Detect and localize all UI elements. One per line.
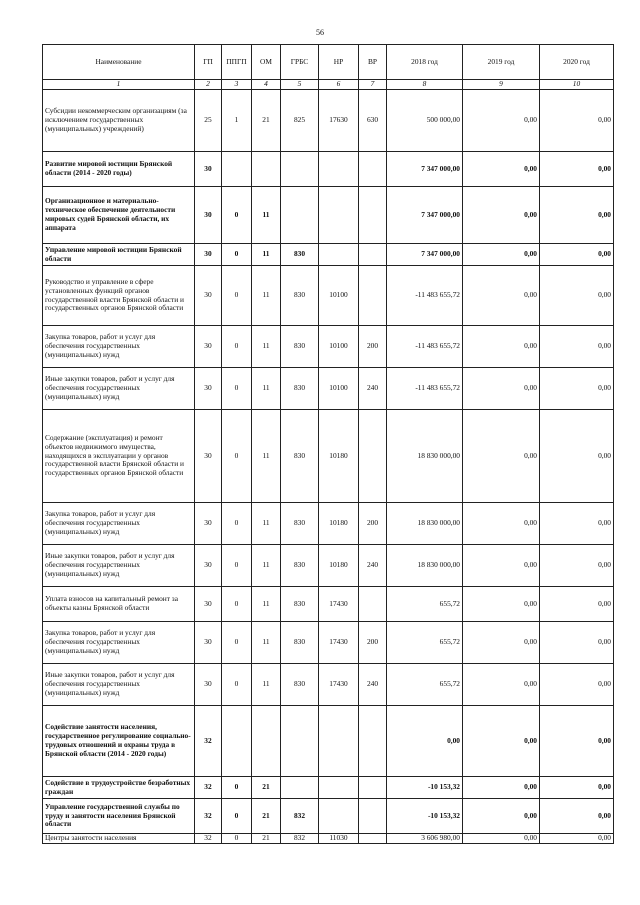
row-name: Руководство и управление в сфере установленных функций органов государственной власти Брянской области и государственных органов Брянской области <box>43 266 195 326</box>
om-cell: 21 <box>252 90 281 152</box>
table-row <box>43 587 614 622</box>
budget-table <box>42 44 614 844</box>
amount-2018: 18 830 000,00 <box>387 503 463 545</box>
nr-cell <box>319 152 359 187</box>
amount-2018: 18 830 000,00 <box>387 410 463 503</box>
vr-cell: 200 <box>359 326 387 368</box>
amount-2020: 0,00 <box>540 244 614 266</box>
nr-cell: 10100 <box>319 266 359 326</box>
amount-2020: 0,00 <box>540 799 614 834</box>
amount-2018: 655,72 <box>387 622 463 664</box>
table-row <box>43 266 614 326</box>
col-index: 1 <box>43 80 195 90</box>
col-header: ВР <box>359 45 387 80</box>
row-name: Закупка товаров, работ и услуг для обеспечения государственных (муниципальных) нужд <box>43 622 195 664</box>
row-name: Субсидии некоммерческим организациям (за исключением государственных (муниципальных) учреждений) <box>43 90 195 152</box>
ppgp-cell <box>222 152 252 187</box>
nr-cell: 17630 <box>319 90 359 152</box>
table-row <box>43 622 614 664</box>
ppgp-cell: 0 <box>222 187 252 244</box>
nr-cell: 10100 <box>319 368 359 410</box>
index-row <box>43 80 614 90</box>
col-header: ППГП <box>222 45 252 80</box>
gp-cell: 32 <box>195 706 222 777</box>
gp-cell: 30 <box>195 244 222 266</box>
amount-2018: 500 000,00 <box>387 90 463 152</box>
om-cell: 11 <box>252 545 281 587</box>
row-name: Содержание (эксплуатация) и ремонт объектов недвижимого имущества, находящихся в эксплуатации у органов государственной власти Брянской области и государственных органов Брянской области <box>43 410 195 503</box>
amount-2018: -11 483 655,72 <box>387 368 463 410</box>
nr-cell: 10180 <box>319 503 359 545</box>
ppgp-cell: 0 <box>222 834 252 844</box>
amount-2019: 0,00 <box>463 777 540 799</box>
col-index: 6 <box>319 80 359 90</box>
col-header: Наименование <box>43 45 195 80</box>
ppgp-cell: 0 <box>222 410 252 503</box>
amount-2019: 0,00 <box>463 587 540 622</box>
grbs-cell: 830 <box>281 545 319 587</box>
grbs-cell <box>281 187 319 244</box>
vr-cell: 240 <box>359 368 387 410</box>
table-row <box>43 244 614 266</box>
gp-cell: 30 <box>195 622 222 664</box>
nr-cell: 10180 <box>319 545 359 587</box>
table-row <box>43 410 614 503</box>
om-cell: 11 <box>252 587 281 622</box>
gp-cell: 25 <box>195 90 222 152</box>
nr-cell <box>319 187 359 244</box>
gp-cell: 30 <box>195 187 222 244</box>
grbs-cell <box>281 706 319 777</box>
table-row <box>43 90 614 152</box>
grbs-cell: 830 <box>281 368 319 410</box>
grbs-cell: 832 <box>281 799 319 834</box>
gp-cell: 32 <box>195 799 222 834</box>
table-row <box>43 664 614 706</box>
amount-2019: 0,00 <box>463 834 540 844</box>
amount-2018: 7 347 000,00 <box>387 244 463 266</box>
amount-2018: 655,72 <box>387 664 463 706</box>
amount-2020: 0,00 <box>540 152 614 187</box>
grbs-cell <box>281 777 319 799</box>
row-name: Закупка товаров, работ и услуг для обеспечения государственных (муниципальных) нужд <box>43 326 195 368</box>
amount-2018: 18 830 000,00 <box>387 545 463 587</box>
gp-cell: 30 <box>195 326 222 368</box>
amount-2018: 3 606 980,00 <box>387 834 463 844</box>
page-number: 56 <box>316 28 324 37</box>
amount-2018: 655,72 <box>387 587 463 622</box>
row-name: Иные закупки товаров, работ и услуг для обеспечения государственных (муниципальных) нужд <box>43 368 195 410</box>
grbs-cell: 825 <box>281 90 319 152</box>
om-cell: 21 <box>252 834 281 844</box>
amount-2019: 0,00 <box>463 326 540 368</box>
gp-cell: 30 <box>195 664 222 706</box>
col-header: ГП <box>195 45 222 80</box>
ppgp-cell: 1 <box>222 90 252 152</box>
vr-cell <box>359 777 387 799</box>
ppgp-cell: 0 <box>222 545 252 587</box>
table-row <box>43 777 614 799</box>
col-header: ОМ <box>252 45 281 80</box>
col-index: 4 <box>252 80 281 90</box>
amount-2020: 0,00 <box>540 266 614 326</box>
nr-cell <box>319 706 359 777</box>
table-row <box>43 834 614 844</box>
grbs-cell: 830 <box>281 664 319 706</box>
grbs-cell: 830 <box>281 410 319 503</box>
grbs-cell: 830 <box>281 244 319 266</box>
gp-cell: 30 <box>195 503 222 545</box>
amount-2018: 0,00 <box>387 706 463 777</box>
col-header: ГРБС <box>281 45 319 80</box>
amount-2019: 0,00 <box>463 622 540 664</box>
om-cell: 11 <box>252 410 281 503</box>
vr-cell <box>359 587 387 622</box>
ppgp-cell: 0 <box>222 664 252 706</box>
table-row <box>43 799 614 834</box>
row-name: Уплата взносов на капитальный ремонт за объекты казны Брянской области <box>43 587 195 622</box>
om-cell: 21 <box>252 777 281 799</box>
col-header: 2019 год <box>463 45 540 80</box>
amount-2020: 0,00 <box>540 90 614 152</box>
table-row <box>43 152 614 187</box>
vr-cell: 630 <box>359 90 387 152</box>
col-index: 2 <box>195 80 222 90</box>
om-cell: 11 <box>252 244 281 266</box>
table-row <box>43 326 614 368</box>
grbs-cell: 830 <box>281 326 319 368</box>
header-row <box>43 45 614 80</box>
om-cell <box>252 152 281 187</box>
om-cell <box>252 706 281 777</box>
ppgp-cell: 0 <box>222 587 252 622</box>
amount-2020: 0,00 <box>540 587 614 622</box>
vr-cell <box>359 834 387 844</box>
ppgp-cell: 0 <box>222 244 252 266</box>
vr-cell <box>359 410 387 503</box>
amount-2019: 0,00 <box>463 664 540 706</box>
om-cell: 11 <box>252 187 281 244</box>
amount-2020: 0,00 <box>540 187 614 244</box>
amount-2019: 0,00 <box>463 244 540 266</box>
nr-cell: 10100 <box>319 326 359 368</box>
table-row <box>43 545 614 587</box>
ppgp-cell <box>222 706 252 777</box>
vr-cell <box>359 152 387 187</box>
row-name: Иные закупки товаров, работ и услуг для обеспечения государственных (муниципальных) нужд <box>43 664 195 706</box>
amount-2020: 0,00 <box>540 503 614 545</box>
amount-2020: 0,00 <box>540 410 614 503</box>
amount-2018: -10 153,32 <box>387 799 463 834</box>
amount-2019: 0,00 <box>463 545 540 587</box>
om-cell: 11 <box>252 368 281 410</box>
grbs-cell: 830 <box>281 266 319 326</box>
vr-cell <box>359 187 387 244</box>
col-index: 10 <box>540 80 614 90</box>
row-name: Содействие занятости населения, государственное регулирование социально-трудовых отношений и охраны труда в Брянской области (2014 - 2020 годы) <box>43 706 195 777</box>
amount-2020: 0,00 <box>540 834 614 844</box>
ppgp-cell: 0 <box>222 326 252 368</box>
amount-2018: -11 483 655,72 <box>387 326 463 368</box>
nr-cell: 17430 <box>319 664 359 706</box>
amount-2020: 0,00 <box>540 326 614 368</box>
ppgp-cell: 0 <box>222 799 252 834</box>
col-header: 2018 год <box>387 45 463 80</box>
om-cell: 11 <box>252 503 281 545</box>
amount-2020: 0,00 <box>540 622 614 664</box>
amount-2018: -10 153,32 <box>387 777 463 799</box>
amount-2019: 0,00 <box>463 706 540 777</box>
gp-cell: 32 <box>195 834 222 844</box>
table-row <box>43 187 614 244</box>
col-index: 8 <box>387 80 463 90</box>
grbs-cell: 830 <box>281 503 319 545</box>
amount-2020: 0,00 <box>540 706 614 777</box>
ppgp-cell: 0 <box>222 622 252 664</box>
row-name: Организационное и материально-техническое обеспечение деятельности мировых судей Брянской области, их аппарата <box>43 187 195 244</box>
nr-cell <box>319 777 359 799</box>
table-row <box>43 368 614 410</box>
amount-2019: 0,00 <box>463 410 540 503</box>
om-cell: 21 <box>252 799 281 834</box>
vr-cell <box>359 266 387 326</box>
amount-2019: 0,00 <box>463 368 540 410</box>
gp-cell: 30 <box>195 587 222 622</box>
amount-2018: -11 483 655,72 <box>387 266 463 326</box>
gp-cell: 30 <box>195 368 222 410</box>
col-index: 9 <box>463 80 540 90</box>
row-name: Развитие мировой юстиции Брянской области (2014 - 2020 годы) <box>43 152 195 187</box>
amount-2019: 0,00 <box>463 187 540 244</box>
row-name: Иные закупки товаров, работ и услуг для обеспечения государственных (муниципальных) нужд <box>43 545 195 587</box>
om-cell: 11 <box>252 266 281 326</box>
gp-cell: 30 <box>195 410 222 503</box>
col-header: 2020 год <box>540 45 614 80</box>
vr-cell <box>359 799 387 834</box>
vr-cell: 200 <box>359 622 387 664</box>
ppgp-cell: 0 <box>222 368 252 410</box>
gp-cell: 32 <box>195 777 222 799</box>
amount-2020: 0,00 <box>540 777 614 799</box>
ppgp-cell: 0 <box>222 266 252 326</box>
nr-cell <box>319 244 359 266</box>
amount-2018: 7 347 000,00 <box>387 152 463 187</box>
om-cell: 11 <box>252 326 281 368</box>
amount-2018: 7 347 000,00 <box>387 187 463 244</box>
amount-2020: 0,00 <box>540 664 614 706</box>
gp-cell: 30 <box>195 152 222 187</box>
nr-cell: 10180 <box>319 410 359 503</box>
amount-2019: 0,00 <box>463 152 540 187</box>
amount-2019: 0,00 <box>463 266 540 326</box>
col-index: 7 <box>359 80 387 90</box>
gp-cell: 30 <box>195 266 222 326</box>
grbs-cell: 830 <box>281 622 319 664</box>
om-cell: 11 <box>252 622 281 664</box>
grbs-cell <box>281 152 319 187</box>
table-row <box>43 503 614 545</box>
col-header: НР <box>319 45 359 80</box>
row-name: Управление государственной службы по труду и занятости населения Брянской области <box>43 799 195 834</box>
amount-2020: 0,00 <box>540 368 614 410</box>
table-row <box>43 706 614 777</box>
nr-cell <box>319 799 359 834</box>
nr-cell: 17430 <box>319 622 359 664</box>
vr-cell: 200 <box>359 503 387 545</box>
amount-2019: 0,00 <box>463 799 540 834</box>
nr-cell: 11030 <box>319 834 359 844</box>
row-name: Управление мировой юстиции Брянской области <box>43 244 195 266</box>
grbs-cell: 830 <box>281 587 319 622</box>
nr-cell: 17430 <box>319 587 359 622</box>
om-cell: 11 <box>252 664 281 706</box>
ppgp-cell: 0 <box>222 503 252 545</box>
amount-2019: 0,00 <box>463 90 540 152</box>
vr-cell: 240 <box>359 664 387 706</box>
row-name: Центры занятости населения <box>43 834 195 844</box>
amount-2019: 0,00 <box>463 503 540 545</box>
col-index: 3 <box>222 80 252 90</box>
amount-2020: 0,00 <box>540 545 614 587</box>
row-name: Содействие в трудоустройстве безработных граждан <box>43 777 195 799</box>
vr-cell <box>359 244 387 266</box>
row-name: Закупка товаров, работ и услуг для обеспечения государственных (муниципальных) нужд <box>43 503 195 545</box>
gp-cell: 30 <box>195 545 222 587</box>
grbs-cell: 832 <box>281 834 319 844</box>
vr-cell <box>359 706 387 777</box>
col-index: 5 <box>281 80 319 90</box>
vr-cell: 240 <box>359 545 387 587</box>
ppgp-cell: 0 <box>222 777 252 799</box>
